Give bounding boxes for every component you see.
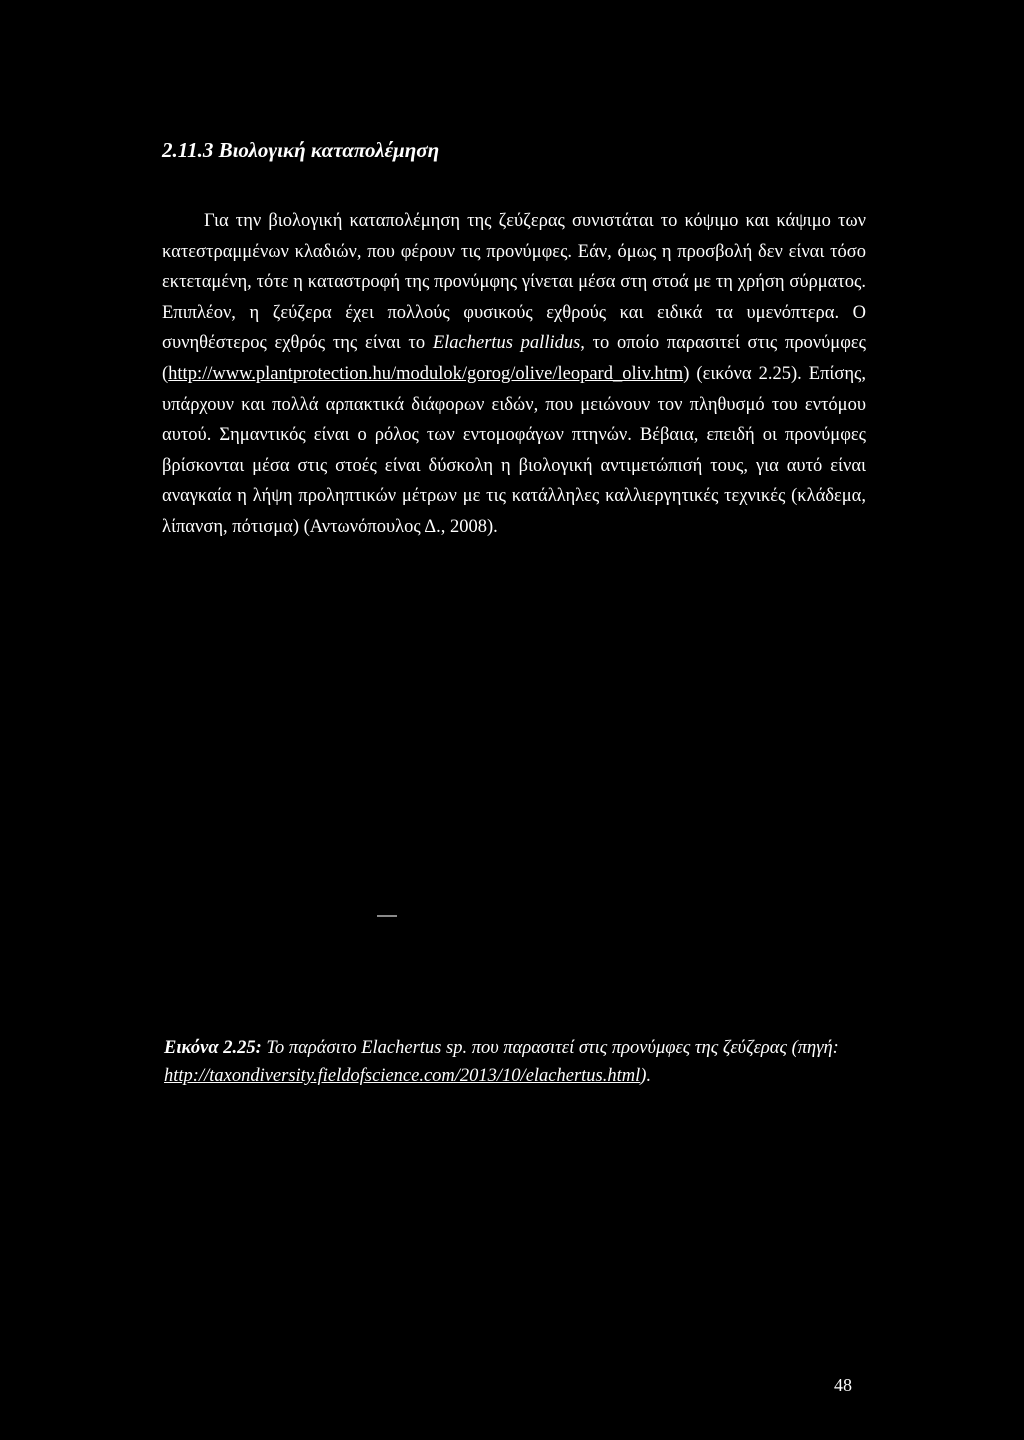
image-placeholder-speck	[377, 915, 397, 917]
paragraph-text-part1: Για την βιολογική καταπολέμηση της ζεύζερας συνιστάται το κόψιμο και κάψιμο των κατεστραμμένων κλαδιών, που φέρουν τις προνύμφες. Εάν, όμως η προσβολή δεν είναι τόσο εκτεταμένη, τότε η καταστροφή της προνύμφης γίνεται μέσα στη στοά με τη χρήση σύρματος. Επιπλέον, η ζεύζερα έχει πολλούς φυσικούς εχθρούς και ειδικά τα υμενόπτερα. Ο συνηθέστερος εχθρός της είναι το	[162, 211, 866, 354]
species-name: Elachertus pallidus	[432, 333, 581, 354]
body-paragraph	[162, 206, 866, 543]
figure-label: Εικόνα 2.25:	[164, 1038, 262, 1058]
plantprotection-link[interactable]: http://www.plantprotection.hu/modulok/gorog/olive/leopard_oliv.htm	[168, 363, 684, 384]
caption-end: ).	[640, 1066, 652, 1086]
paragraph-text-part3: ) (εικόνα 2.25). Επίσης, υπάρχουν και πολλά αρπακτικά διάφορων ειδών, που μειώνουν τον πληθυσμό του εντόμου αυτού. Σημαντικός είναι ο ρόλος των εντομοφάγων πτηνών. Βέβαια, επειδή οι προνύμφες βρίσκονται μέσα στις στοές είναι δύσκολη η βιολογική αντιμετώπισή τους, για αυτό είναι αναγκαία η λήψη προληπτικών μέτρων με τις κατάλληλες καλλιεργητικές τεχνικές (κλάδεμα, λίπανση, πότισμα) (Αντωνόπουλος Δ., 2008).	[162, 363, 866, 537]
taxondiversity-link[interactable]: http://taxondiversity.fieldofscience.com/2013/10/elachertus.html	[164, 1066, 641, 1086]
page-number: 48	[834, 1375, 852, 1395]
paragraph-text-part2: , το οποίο παρασιτεί στις προνύμφες (	[162, 333, 866, 384]
figure-caption	[164, 1034, 884, 1090]
caption-text: Το παράσιτο Elachertus sp. που παρασιτεί στις προνύμφες της ζεύζερας (πηγή:	[261, 1038, 839, 1058]
section-heading: 2.11.3 Βιολογική καταπολέμηση	[162, 138, 440, 162]
